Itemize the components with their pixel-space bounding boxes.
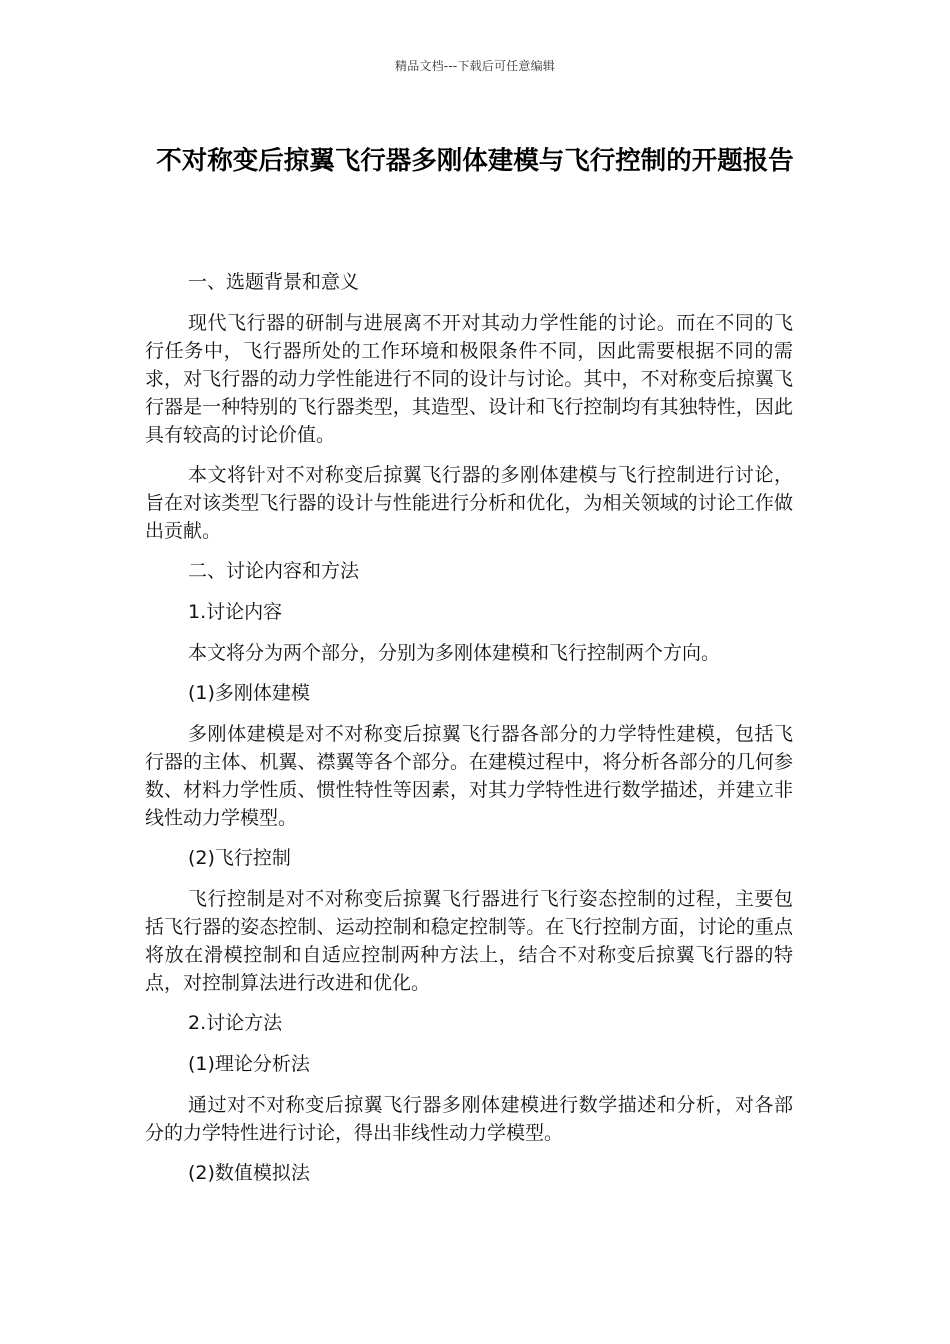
subheading-methods: 2.讨论方法 bbox=[188, 1012, 283, 1034]
section-heading-background: 一、选题背景和意义 bbox=[188, 271, 360, 293]
paragraph-content-overview: 本文将分为两个部分，分别为多刚体建模和飞行控制两个方向。 bbox=[188, 642, 721, 664]
paragraph-multibody-modeling: 多刚体建模是对不对称变后掠翼飞行器各部分的力学特性建模，包括飞行器的主体、机翼、襟翼等各个部分。在建模过程中，将分析各部分的几何参数、材料力学性质、惯性特性等因素，对其力学特性进行数学描述，并建立非线性动力学模型。 bbox=[145, 723, 793, 829]
section-heading-content-methods: 二、讨论内容和方法 bbox=[188, 560, 360, 582]
paragraph-theoretical-analysis: 通过对不对称变后掠翼飞行器多刚体建模进行数学描述和分析，对各部分的力学特性进行讨论，得出非线性动力学模型。 bbox=[145, 1094, 793, 1144]
subheading-multibody-modeling: (1)多刚体建模 bbox=[188, 682, 310, 704]
document-body bbox=[145, 268, 793, 1200]
document-title: 不对称变后掠翼飞行器多刚体建模与飞行控制的开题报告 bbox=[156, 146, 794, 176]
paragraph-purpose: 本文将针对不对称变后掠翼飞行器的多刚体建模与飞行控制进行讨论，旨在对该类型飞行器的设计与性能进行分析和优化，为相关领域的讨论工作做出贡献。 bbox=[145, 464, 793, 542]
subheading-flight-control: (2)飞行控制 bbox=[188, 847, 291, 869]
subheading-numerical-simulation: (2)数值模拟法 bbox=[188, 1162, 310, 1184]
paragraph-flight-control: 飞行控制是对不对称变后掠翼飞行器进行飞行姿态控制的过程，主要包括飞行器的姿态控制、运动控制和稳定控制等。在飞行控制方面，讨论的重点将放在滑模控制和自适应控制两种方法上，结合不对称变后掠翼飞行器的特点，对控制算法进行改进和优化。 bbox=[145, 888, 793, 994]
subheading-theoretical-analysis: (1)理论分析法 bbox=[188, 1053, 310, 1075]
header-note: 精品文档---下载后可任意编辑 bbox=[395, 59, 555, 73]
paragraph-background: 现代飞行器的研制与进展离不开对其动力学性能的讨论。而在不同的飞行任务中，飞行器所处的工作环境和极限条件不同，因此需要根据不同的需求，对飞行器的动力学性能进行不同的设计与讨论。其中，不对称变后掠翼飞行器是一种特别的飞行器类型，其造型、设计和飞行控制均有其独特性，因此具有较高的讨论价值。 bbox=[145, 312, 793, 446]
subheading-content: 1.讨论内容 bbox=[188, 601, 283, 623]
